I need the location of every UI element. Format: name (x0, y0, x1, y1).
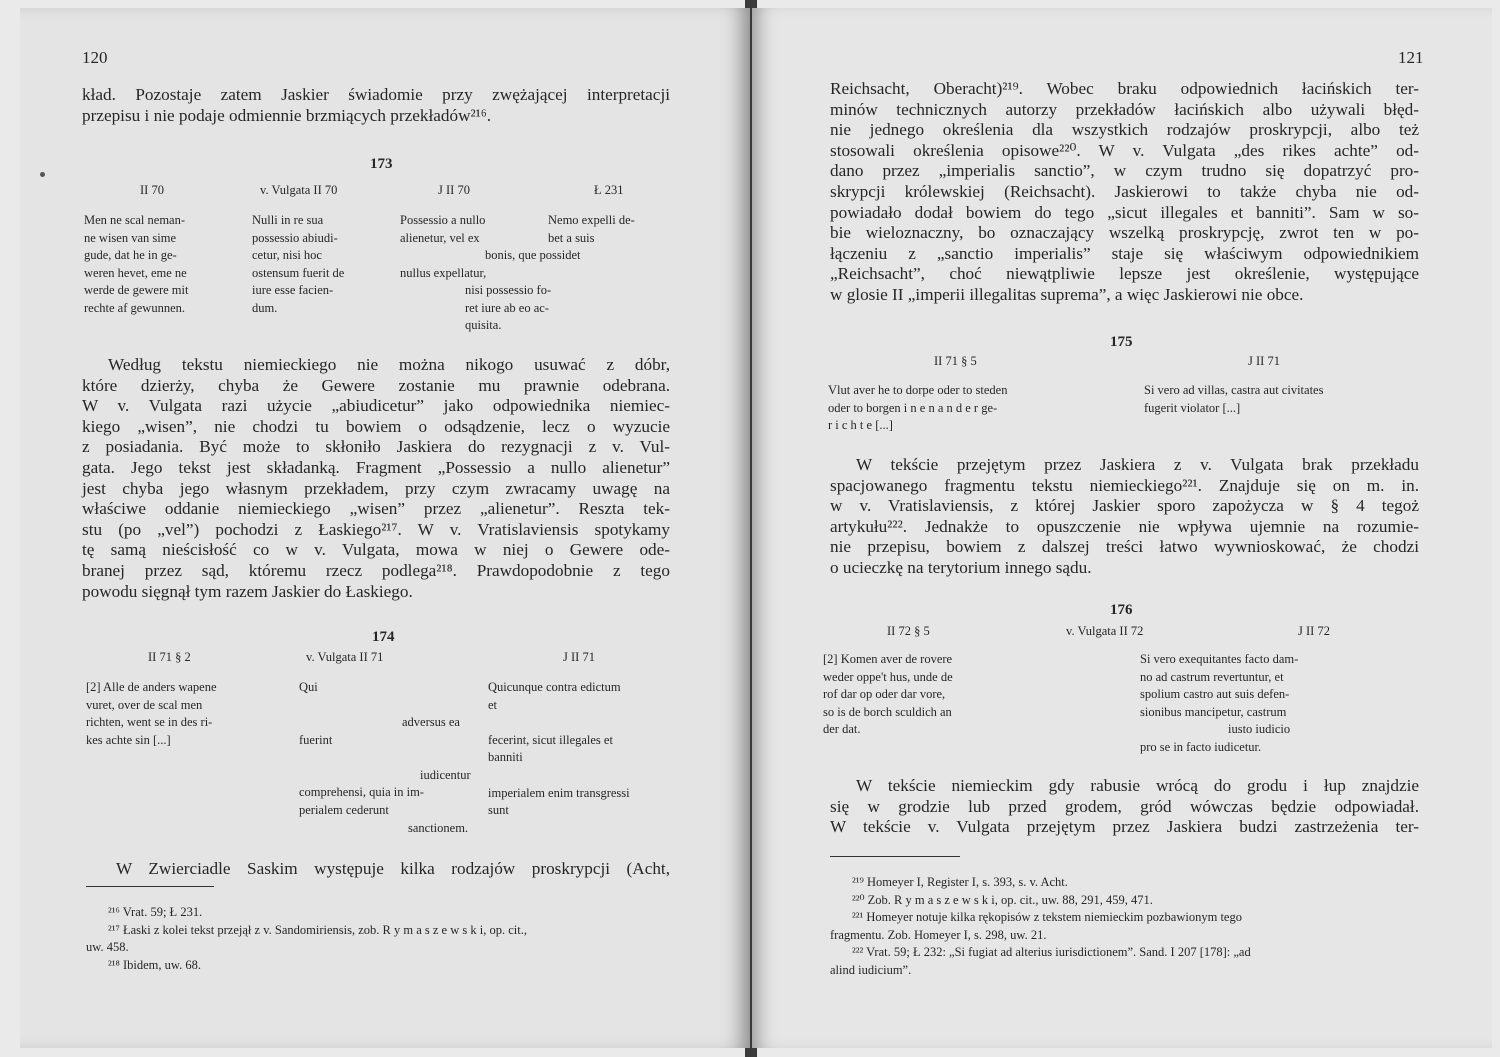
page-number: 121 (1398, 48, 1424, 67)
text-column-vulgata (420, 767, 471, 785)
paragraph (830, 776, 1419, 838)
text-column-jaskier (400, 212, 486, 282)
text-line: ret iure ab eo ac- (465, 300, 549, 315)
text-line: Si vero ad villas, castra aut civitates (1144, 383, 1324, 397)
footnotes (86, 904, 676, 974)
text-column-vulgata (299, 679, 318, 697)
right-page (752, 8, 1492, 1048)
column-header: II 72 § 5 (887, 624, 930, 638)
text-column-vulgata (299, 732, 332, 750)
column-header: II 71 § 5 (934, 354, 977, 368)
text-column-jaskier (1144, 382, 1323, 417)
text-line: sanctionem. (408, 821, 469, 835)
footnote: ²²⁰ Zob. R y m a s z e w s k i, op. cit., uw. 88, 291, 459, 471. (852, 892, 1153, 907)
text-line: fugerit violator [...] (1144, 400, 1241, 415)
text-column-laski-cont (465, 282, 551, 335)
text-column-german (823, 651, 953, 739)
text-line: Vlut aver he to dorpe oder to steden (828, 383, 1008, 397)
text-line: łączeniu z „sanctio imperialis” staje się właściwym odpowiednikiem (830, 243, 1419, 263)
footnote: alind iudicium”. (830, 962, 912, 977)
text-line (488, 767, 630, 785)
text-column-vulgata (402, 714, 460, 732)
text-line: skrypcji królewskiej (Reichsacht). Jaskierowi to także chyba nie od- (830, 181, 1419, 201)
text-line: ostensum fuerit de (252, 265, 345, 280)
section-number-174: 174 (372, 629, 395, 645)
text-line: iudicentur (420, 768, 471, 782)
text-line: kład. Pozostaje zatem Jaskier świadomie przy zwężającej interpretacji (82, 85, 670, 104)
text-line: Qui (299, 680, 318, 694)
text-line: w glosie II „imperii illegalitas suprema”, a więc Jaskierowi nie obce. (830, 284, 1304, 304)
text-line: nie przepisu, bowiem z dalszej treści łatwo wywnioskować, że chodzi (830, 537, 1419, 557)
text-line: vuret, over de scal men (86, 697, 203, 712)
text-column-german (86, 679, 217, 749)
text-line: W Zwierciadle Saskim występuje kilka rodzajów proskrypcji (Acht, (116, 859, 670, 878)
footnote: ²²² Vrat. 59; Ł 232: „Si fugiat ad alterius iurisdictionem”. Sand. I 207 [178]: „ad (852, 945, 1251, 959)
text-column-german (84, 212, 188, 318)
footnote-rule (830, 856, 960, 857)
footnote: uw. 458. (86, 940, 129, 954)
section-number-176: 176 (1110, 602, 1133, 618)
text-column-vulgata (299, 784, 424, 819)
text-line: r i c h t e [...] (828, 418, 893, 433)
text-line: o ucieczkę na terytorium innego sądu. (830, 557, 1092, 577)
text-line: nullus expellatur, (400, 265, 487, 280)
column-header: J II 71 (563, 650, 595, 664)
text-line: tę samą nieścisłość co w v. Vulgata, mowa w niej o Gewere ode- (82, 540, 670, 560)
text-line: jest chyba jego własnym przekładem, przy czym zwracamy uwagę na (82, 478, 670, 498)
column-header: J II 70 (438, 183, 470, 197)
text-line: possessio abiudi- (252, 230, 338, 245)
text-line: perialem cederunt (299, 802, 389, 817)
column-header: J II 72 (1298, 624, 1330, 638)
column-header: II 71 § 2 (148, 650, 191, 664)
text-line: no ad castrum revertuntur, et (1140, 669, 1284, 684)
text-line: rof dar op oder dar vore, (823, 687, 946, 702)
text-column-laski-cont (485, 247, 580, 265)
text-line: dano przez „imperialis sanctio”, w czym trudno się dopatrzyć pro- (830, 161, 1419, 181)
footnote: fragmentu. Zob. Homeyer I, s. 298, uw. 21. (830, 927, 1047, 942)
text-line: powiadało dodał bowiem do tego „sicut illegales et banniti”. Sam w so- (830, 202, 1419, 222)
text-line: der dat. (823, 722, 861, 737)
text-line: nie jednego określenia dla wszystkich rodzajów proskrypcji, albo też (830, 120, 1419, 140)
text-line: Men ne scal neman- (84, 213, 186, 227)
paragraph (830, 455, 1419, 579)
text-line: oder to borgen i n e n a n d e r ge- (828, 400, 998, 415)
intro-paragraph (82, 85, 670, 126)
text-line: które dzierży, chyba że Gewere zostanie mu prawnie odebrana. (82, 375, 670, 395)
footnote: ²¹⁷ Łaski z kolei tekst przejął z v. Sandomiriensis, zob. R y m a s z e w s k i, op. cit., (108, 922, 527, 937)
text-line: [2] Komen aver de rovere (823, 652, 953, 666)
section-number-175: 175 (1110, 334, 1133, 350)
column-header: v. Vulgata II 72 (1066, 624, 1144, 638)
text-line: Si vero exequitantes facto dam- (1140, 652, 1299, 666)
footnotes (830, 874, 1420, 979)
text-line: przepisu i nie podaje odmiennie brzmiących przekładów²¹⁶. (82, 105, 492, 125)
text-line: [2] Alle de anders wapene (86, 680, 217, 694)
text-line: nisi possessio fo- (465, 283, 552, 297)
text-column-vulgata (252, 212, 344, 318)
text-line (488, 714, 630, 732)
text-line: adversus ea (402, 715, 460, 729)
text-column-jaskier (1140, 651, 1298, 757)
text-line: W tekście niemieckim gdy rabusie wrócą do grodu i łup znajdzie (856, 776, 1419, 795)
text-column-jaskier (488, 679, 630, 820)
text-line: werde de gewere mit (84, 283, 189, 298)
text-line: Nulli in re sua (252, 213, 324, 227)
footnote: ²²¹ Homeyer notuje kilka rękopisów z tekstem niemieckim pozbawionym tego (852, 910, 1242, 924)
text-line: W tekście przejętym przez Jaskiera z v. Vulgata brak przekładu (856, 455, 1419, 474)
column-header: Ł 231 (594, 183, 624, 197)
text-line: imperialem enim transgressi (488, 785, 630, 800)
text-line: weder oppe't hus, unde de (823, 669, 953, 684)
text-line: W tekście v. Vulgata przejętym przez Jaskiera budzi zastrzeżenia ter- (830, 817, 1419, 837)
text-line: branej przez sąd, któremu rzecz podlega²¹⁸. Prawdopodobnie z tego (82, 560, 670, 580)
text-line: sunt (488, 803, 509, 818)
text-line: alienetur, vel ex (400, 230, 480, 245)
section-number-173: 173 (370, 156, 393, 172)
paragraph (830, 79, 1419, 306)
text-line: et (488, 697, 498, 712)
text-line: Reichsacht, Oberacht)²¹⁹. Wobec braku odpowiednich łacińskich ter- (830, 79, 1419, 98)
text-line: so is de borch sculdich an (823, 704, 952, 719)
text-line: weren hevet, eme ne (84, 265, 187, 280)
text-line: się w grodzie lub przed grodem, gród wówczas będzie odpowiadał. (830, 796, 1419, 816)
text-line: pro se in facto iudicetur. (1140, 739, 1262, 754)
text-line: iure esse facien- (252, 283, 334, 298)
paragraph (82, 859, 670, 880)
text-line: iusto iudicio (1228, 722, 1291, 737)
text-line: comprehensi, quia in im- (299, 785, 424, 799)
text-line: spacjowanego fragmentu tekstu niemieckiego²²¹. Znajduje się on m. in. (830, 475, 1419, 495)
text-column-vulgata (408, 820, 468, 838)
text-line: banniti (488, 750, 523, 765)
text-line: bonis, que possidet (485, 248, 581, 262)
footnote: ²¹⁸ Ibidem, uw. 68. (108, 957, 201, 972)
text-line: spolium castro aut suis defen- (1140, 687, 1290, 702)
text-line: „Reichsacht”, choć niewątpliwie lepsze jest określenie, występujące (830, 264, 1419, 284)
text-line: fecerint, sicut illegales et (488, 732, 613, 747)
text-line: fuerint (299, 733, 333, 747)
text-line: ne wisen van sime (84, 230, 176, 245)
text-line: rechte af gewunnen. (84, 300, 185, 315)
column-header: J II 71 (1248, 354, 1280, 368)
text-column-german (828, 382, 1007, 435)
text-line: W v. Vulgata razi użycie „abiudicetur” jako odpowiednika niemiec- (82, 396, 670, 416)
text-line: Quicunque contra edictum (488, 680, 621, 694)
text-line: minów technicznych autorzy przekładów łacińskich albo używali błęd- (830, 99, 1419, 119)
text-line: bet a suis (548, 230, 595, 245)
text-line: Według tekstu niemieckiego nie można nikogo usuwać z dóbr, (108, 355, 670, 374)
text-line: Possessio a nullo (400, 213, 486, 227)
text-line: powodu sięgnął tym razem Jaskier do Łaskiego. (82, 581, 413, 601)
text-line: stosowali określenia opisowe²²⁰. W v. Vulgata „des rikes achte” od- (830, 140, 1419, 160)
left-page (20, 8, 750, 1048)
text-line: quisita. (465, 318, 502, 333)
footnote: ²¹⁹ Homeyer I, Register I, s. 393, s. v. Acht. (852, 875, 1068, 889)
text-line: kiego „wisen”, nie chodzi tu bowiem o odsądzenie, lecz o wyzucie (82, 416, 670, 436)
text-line: bie wieloznaczny, bo oznaczający wszelką proskrypcję, zwrot ten w po- (830, 223, 1419, 243)
page-number: 120 (82, 48, 108, 67)
text-line: dum. (252, 300, 278, 315)
text-line: gude, dat he in ge- (84, 248, 177, 263)
column-header: v. Vulgata II 71 (306, 650, 384, 664)
text-line: Nemo expelli de- (548, 213, 635, 227)
text-line: w v. Vratislaviensis, z której Jaskier sporo zapożycza w § 4 tegoż (830, 496, 1419, 516)
text-line: sionibus mancipetur, castrum (1140, 704, 1287, 719)
text-line: właściwe oddanie niemieckiego „wisen” przez „alienetur”. Reszta tek- (82, 499, 670, 519)
text-line: cetur, nisi hoc (252, 248, 322, 263)
text-line: richten, went se in des ri- (86, 715, 213, 730)
footnote-rule (86, 886, 214, 887)
paragraph (82, 355, 670, 602)
text-column-laski (548, 212, 635, 247)
text-line: stu (po „vel”) pochodzi z Łaskiego²¹⁷. W v. Vratislaviensis spotykamy (82, 519, 670, 539)
text-line: artykułu²²². Jednakże to opuszczenie nie wpływa ujemnie na rozumie- (830, 516, 1419, 536)
text-line (400, 247, 486, 265)
text-line: z posiadania. Być może to skłoniło Jaskiera do rezygnacji z v. Vul- (82, 437, 670, 457)
column-header: II 70 (140, 183, 164, 197)
text-line: gata. Jego tekst jest składanką. Fragment „Possessio a nullo alienetur” (82, 457, 670, 477)
footnote: ²¹⁶ Vrat. 59; Ł 231. (108, 905, 203, 919)
text-line: kes achte sin [...] (86, 732, 171, 747)
column-header: v. Vulgata II 70 (260, 183, 338, 197)
margin-mark (40, 172, 45, 177)
